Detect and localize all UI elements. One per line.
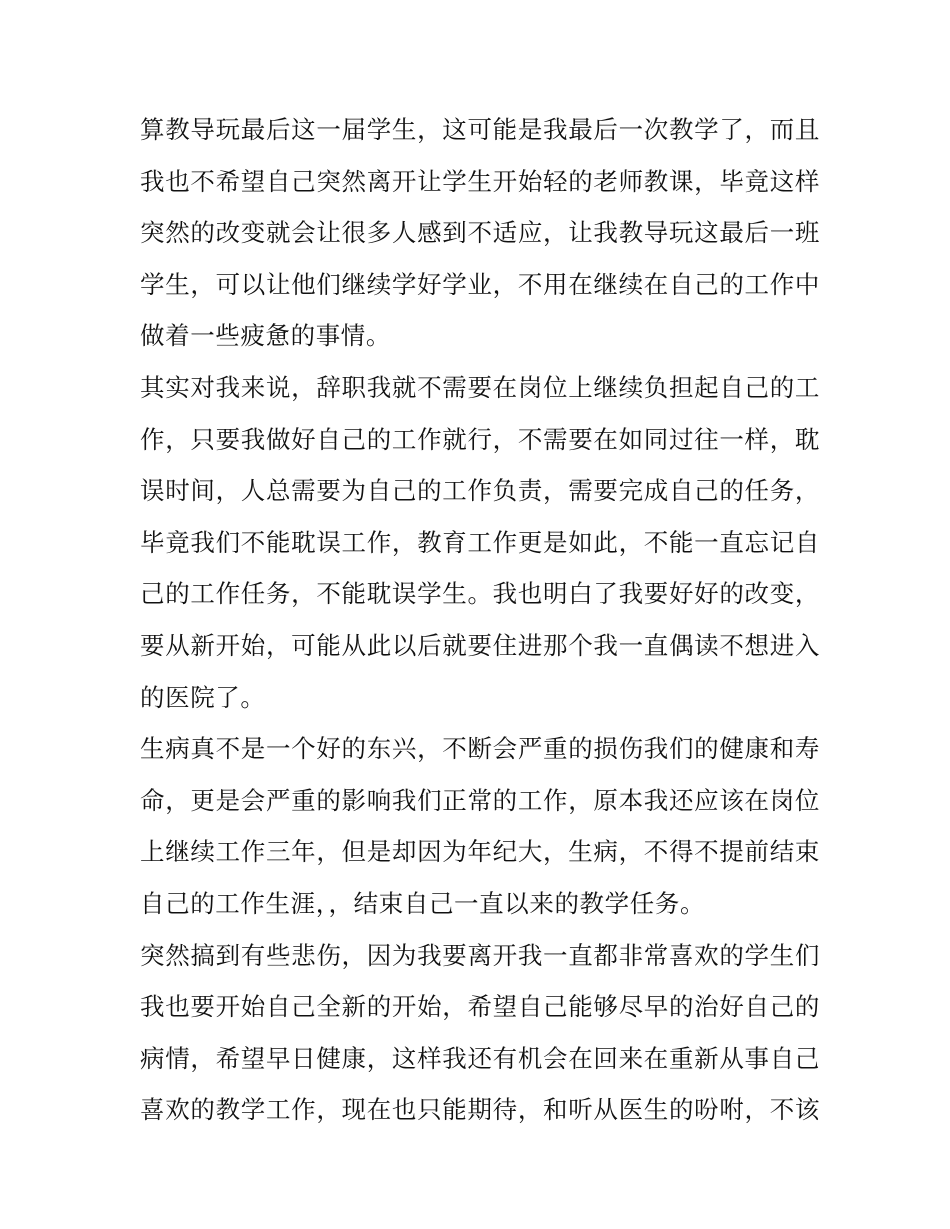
text-line: 学生，可以让他们继续学好学业，不用在继续在自己的工作中 bbox=[140, 269, 820, 299]
text-line: 己的工作任务，不能耽误学生。我也明白了我要好好的改变， bbox=[140, 579, 820, 609]
text-line: 我也不希望自己突然离开让学生开始轻的老师教课，毕竟这样 bbox=[140, 166, 820, 196]
text-line: 病情，希望早日健康，这样我还有机会在回来在重新从事自己 bbox=[140, 1043, 820, 1073]
text-line: 自己的工作生涯，，结束自己一直以来的教学任务。 bbox=[140, 888, 706, 918]
text-line: 作，只要我做好自己的工作就行，不需要在如同过往一样，耽 bbox=[140, 424, 820, 454]
text-line: 突然搞到有些悲伤，因为我要离开我一直都非常喜欢的学生们 bbox=[140, 940, 820, 970]
text-line: 上继续工作三年，但是却因为年纪大，生病，不得不提前结束 bbox=[140, 837, 820, 867]
text-line: 毕竟我们不能耽误工作，教育工作更是如此，不能一直忘记自 bbox=[140, 527, 820, 557]
text-line: 喜欢的教学工作，现在也只能期待，和听从医生的吩咐，不该 bbox=[140, 1095, 820, 1125]
document-body bbox=[140, 104, 820, 1136]
text-line: 要从新开始，可能从此以后就要住进那个我一直偶读不想进入 bbox=[140, 630, 820, 660]
text-line: 做着一些疲惫的事情。 bbox=[140, 321, 391, 351]
text-line: 生病真不是一个好的东兴，不断会严重的损伤我们的健康和寿 bbox=[140, 734, 820, 764]
text-line: 其实对我来说，辞职我就不需要在岗位上继续负担起自己的工 bbox=[140, 372, 820, 402]
text-line: 的医院了。 bbox=[140, 682, 266, 712]
text-line: 误时间，人总需要为自己的工作负责，需要完成自己的任务， bbox=[140, 476, 820, 506]
text-line: 算教导玩最后这一届学生，这可能是我最后一次教学了，而且 bbox=[140, 115, 820, 144]
text-line: 我也要开始自己全新的开始，希望自己能够尽早的治好自己的 bbox=[140, 992, 820, 1022]
text-line: 突然的改变就会让很多人感到不适应，让我教导玩这最后一班 bbox=[140, 218, 820, 248]
text-line: 命，更是会严重的影响我们正常的工作，原本我还应该在岗位 bbox=[140, 785, 820, 815]
